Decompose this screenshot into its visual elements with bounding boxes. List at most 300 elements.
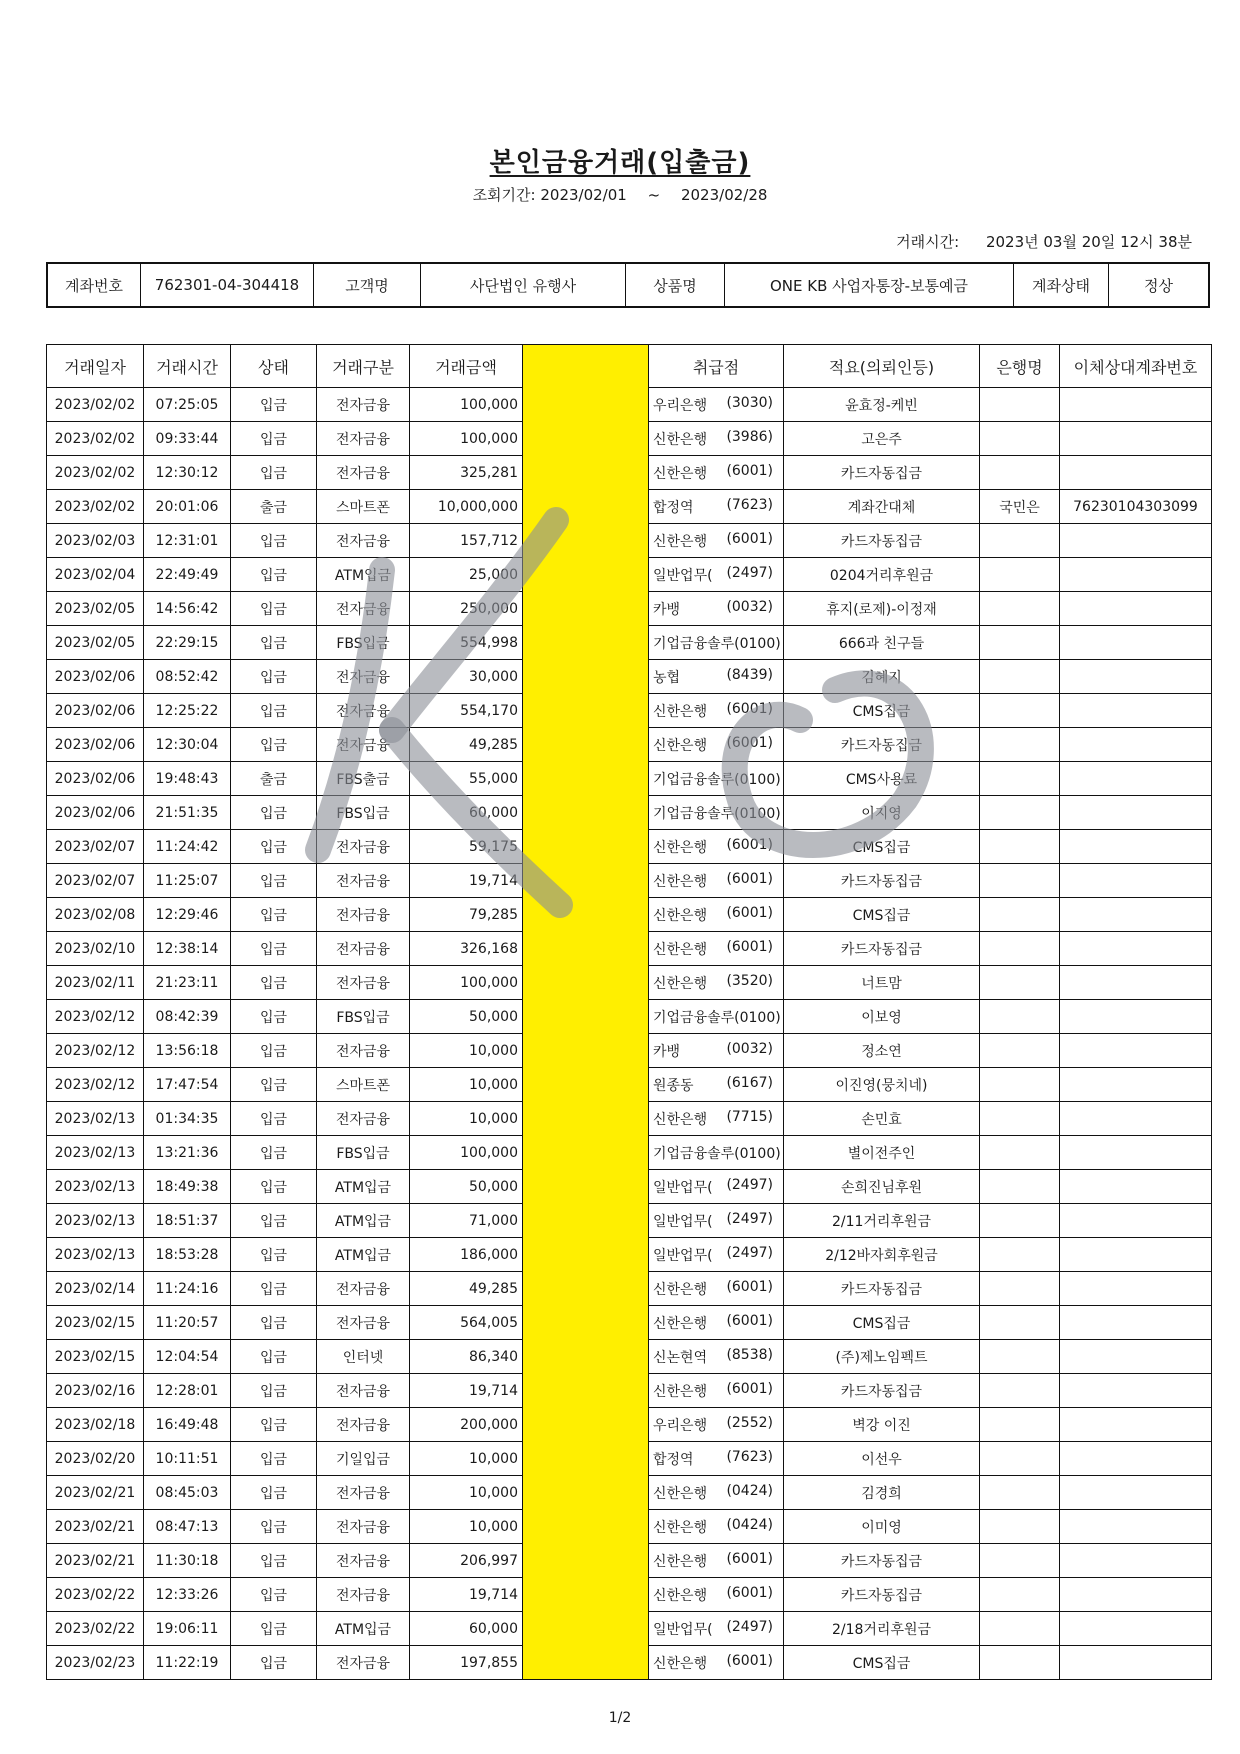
cell-bank xyxy=(980,1204,1060,1238)
cell-branch xyxy=(649,456,784,490)
cell-date: 2023/02/02 xyxy=(47,456,144,490)
branch-code: (2497) xyxy=(726,1176,773,1193)
cell-status: 입금 xyxy=(231,1510,317,1544)
cell-type: 전자금융 xyxy=(317,728,410,762)
cell-status: 입금 xyxy=(231,1170,317,1204)
branch-name: 농협 xyxy=(653,669,681,686)
redacted-cell xyxy=(523,830,649,864)
cell-type: ATM입금 xyxy=(317,558,410,592)
branch-name: 기업금융솔루(0100) xyxy=(653,805,781,822)
branch-code: (0032) xyxy=(726,1040,773,1057)
cell-counter-account xyxy=(1060,864,1212,898)
branch-name: 신한은행 xyxy=(653,703,708,720)
account-status: 정상 xyxy=(1109,263,1210,307)
cell-time: 11:22:19 xyxy=(144,1646,231,1680)
branch-code: (2497) xyxy=(726,1618,773,1635)
cell-type: 전자금융 xyxy=(317,932,410,966)
cell-counter-account xyxy=(1060,1374,1212,1408)
branch-name: 기업금융솔루(0100) xyxy=(653,1145,781,1162)
cell-counter-account xyxy=(1060,694,1212,728)
cell-bank xyxy=(980,1646,1060,1680)
cell-amount: 50,000 xyxy=(410,1000,523,1034)
cell-date: 2023/02/13 xyxy=(47,1102,144,1136)
redacted-cell xyxy=(523,1612,649,1646)
cell-time: 08:52:42 xyxy=(144,660,231,694)
cell-amount: 326,168 xyxy=(410,932,523,966)
cell-date: 2023/02/11 xyxy=(47,966,144,1000)
cell-type: 전자금융 xyxy=(317,1374,410,1408)
branch-code: (2497) xyxy=(726,1210,773,1227)
cell-type: 전자금융 xyxy=(317,1476,410,1510)
cell-time: 13:56:18 xyxy=(144,1034,231,1068)
table-row xyxy=(47,694,1212,728)
redacted-cell xyxy=(523,1544,649,1578)
cell-type: 전자금융 xyxy=(317,830,410,864)
cell-date: 2023/02/02 xyxy=(47,422,144,456)
cell-bank xyxy=(980,1102,1060,1136)
cell-status: 입금 xyxy=(231,966,317,1000)
cell-amount: 100,000 xyxy=(410,966,523,1000)
cell-type: 전자금융 xyxy=(317,1102,410,1136)
cell-bank xyxy=(980,1476,1060,1510)
cell-type: 전자금융 xyxy=(317,388,410,422)
cell-memo: 이미영 xyxy=(784,1510,980,1544)
cell-type: 전자금융 xyxy=(317,1034,410,1068)
branch-name: 신한은행 xyxy=(653,975,708,992)
cell-time: 19:48:43 xyxy=(144,762,231,796)
cell-date: 2023/02/05 xyxy=(47,592,144,626)
redacted-cell xyxy=(523,592,649,626)
table-row xyxy=(47,1136,1212,1170)
branch-code: (2497) xyxy=(726,1244,773,1261)
cell-time: 12:31:01 xyxy=(144,524,231,558)
cell-bank xyxy=(980,830,1060,864)
cell-bank xyxy=(980,1000,1060,1034)
cell-status: 입금 xyxy=(231,796,317,830)
redacted-cell xyxy=(523,1272,649,1306)
table-row xyxy=(47,1646,1212,1680)
cell-status: 입금 xyxy=(231,694,317,728)
query-period: 조회기간: 2023/02/01 ~ 2023/02/28 xyxy=(472,186,768,204)
cell-type: 전자금융 xyxy=(317,966,410,1000)
cell-date: 2023/02/22 xyxy=(47,1612,144,1646)
cell-time: 21:23:11 xyxy=(144,966,231,1000)
redacted-cell xyxy=(523,558,649,592)
cell-status: 입금 xyxy=(231,1238,317,1272)
cell-counter-account xyxy=(1060,456,1212,490)
cell-bank xyxy=(980,966,1060,1000)
cell-memo: 이지영 xyxy=(784,796,980,830)
cell-date: 2023/02/21 xyxy=(47,1476,144,1510)
table-row xyxy=(47,1442,1212,1476)
cell-date: 2023/02/22 xyxy=(47,1578,144,1612)
cell-counter-account xyxy=(1060,592,1212,626)
redacted-cell xyxy=(523,1306,649,1340)
redacted-cell xyxy=(523,1476,649,1510)
table-row xyxy=(47,830,1212,864)
cell-amount: 554,998 xyxy=(410,626,523,660)
cell-type: 인터넷 xyxy=(317,1340,410,1374)
cell-counter-account xyxy=(1060,1204,1212,1238)
cell-bank xyxy=(980,694,1060,728)
col-type: 거래구분 xyxy=(317,345,410,388)
redacted-cell xyxy=(523,1068,649,1102)
cell-amount: 10,000 xyxy=(410,1068,523,1102)
cell-memo: 카드자동집금 xyxy=(784,932,980,966)
cell-branch xyxy=(649,694,784,728)
cell-memo: 김혜지 xyxy=(784,660,980,694)
cell-branch xyxy=(649,1102,784,1136)
cell-status: 입금 xyxy=(231,1102,317,1136)
cell-branch xyxy=(649,1374,784,1408)
cell-memo: 너트맘 xyxy=(784,966,980,1000)
branch-code: (6001) xyxy=(726,1550,773,1567)
cell-memo: 손민효 xyxy=(784,1102,980,1136)
redacted-cell xyxy=(523,1646,649,1680)
cell-date: 2023/02/06 xyxy=(47,694,144,728)
redacted-cell xyxy=(523,660,649,694)
col-status: 상태 xyxy=(231,345,317,388)
cell-status: 입금 xyxy=(231,1408,317,1442)
cell-time: 07:25:05 xyxy=(144,388,231,422)
table-row xyxy=(47,898,1212,932)
cell-memo: 카드자동집금 xyxy=(784,1544,980,1578)
cell-time: 12:25:22 xyxy=(144,694,231,728)
cell-bank xyxy=(980,1408,1060,1442)
branch-code: (0032) xyxy=(726,598,773,615)
cell-memo: 이진영(뭉치네) xyxy=(784,1068,980,1102)
branch-name: 카뱅 xyxy=(653,1043,681,1060)
cell-branch xyxy=(649,524,784,558)
cell-date: 2023/02/14 xyxy=(47,1272,144,1306)
branch-code: (3030) xyxy=(726,394,773,411)
account-status-label: 계좌상태 xyxy=(1014,263,1109,307)
table-row xyxy=(47,1034,1212,1068)
col-branch: 취급점 xyxy=(649,345,784,388)
redacted-cell xyxy=(523,1000,649,1034)
cell-memo: 이보영 xyxy=(784,1000,980,1034)
table-row xyxy=(47,456,1212,490)
branch-name: 기업금융솔루(0100) xyxy=(653,1009,781,1026)
redacted-cell xyxy=(523,728,649,762)
cell-amount: 60,000 xyxy=(410,796,523,830)
cell-amount: 100,000 xyxy=(410,1136,523,1170)
cell-time: 11:24:42 xyxy=(144,830,231,864)
cell-bank xyxy=(980,1612,1060,1646)
cell-bank xyxy=(980,456,1060,490)
branch-code: (3986) xyxy=(726,428,773,445)
cell-type: 전자금융 xyxy=(317,898,410,932)
table-row xyxy=(47,1612,1212,1646)
cell-type: 전자금융 xyxy=(317,660,410,694)
cell-branch xyxy=(649,388,784,422)
cell-amount: 10,000 xyxy=(410,1510,523,1544)
cell-bank xyxy=(980,1170,1060,1204)
cell-date: 2023/02/06 xyxy=(47,728,144,762)
col-time: 거래시간 xyxy=(144,345,231,388)
cell-time: 08:45:03 xyxy=(144,1476,231,1510)
cell-branch xyxy=(649,830,784,864)
cell-counter-account xyxy=(1060,1272,1212,1306)
cell-memo: CMS집금 xyxy=(784,1646,980,1680)
table-row xyxy=(47,1272,1212,1306)
cell-amount: 19,714 xyxy=(410,1374,523,1408)
cell-type: 전자금융 xyxy=(317,1646,410,1680)
cell-status: 입금 xyxy=(231,1544,317,1578)
cell-status: 출금 xyxy=(231,762,317,796)
cell-amount: 10,000 xyxy=(410,1476,523,1510)
transaction-table xyxy=(46,344,1212,1680)
cell-amount: 50,000 xyxy=(410,1170,523,1204)
cell-date: 2023/02/15 xyxy=(47,1340,144,1374)
cell-bank xyxy=(980,762,1060,796)
table-row xyxy=(47,1306,1212,1340)
cell-date: 2023/02/08 xyxy=(47,898,144,932)
cell-counter-account xyxy=(1060,524,1212,558)
cell-type: FBS입금 xyxy=(317,1136,410,1170)
cell-bank xyxy=(980,592,1060,626)
cell-bank xyxy=(980,1272,1060,1306)
branch-name: 신한은행 xyxy=(653,1587,708,1604)
cell-amount: 100,000 xyxy=(410,422,523,456)
cell-counter-account xyxy=(1060,1340,1212,1374)
cell-counter-account xyxy=(1060,1102,1212,1136)
cell-time: 16:49:48 xyxy=(144,1408,231,1442)
cell-date: 2023/02/10 xyxy=(47,932,144,966)
cell-bank xyxy=(980,1068,1060,1102)
cell-bank xyxy=(980,1306,1060,1340)
table-row xyxy=(47,1170,1212,1204)
customer-name: 사단법인 유행사 xyxy=(421,263,626,307)
cell-branch xyxy=(649,1170,784,1204)
cell-amount: 206,997 xyxy=(410,1544,523,1578)
cell-type: FBS입금 xyxy=(317,796,410,830)
cell-branch xyxy=(649,1510,784,1544)
branch-name: 신한은행 xyxy=(653,1485,708,1502)
cell-type: ATM입금 xyxy=(317,1612,410,1646)
cell-bank xyxy=(980,524,1060,558)
cell-amount: 250,000 xyxy=(410,592,523,626)
cell-memo: 2/11거리후원금 xyxy=(784,1204,980,1238)
cell-date: 2023/02/16 xyxy=(47,1374,144,1408)
cell-type: FBS출금 xyxy=(317,762,410,796)
table-row xyxy=(47,1340,1212,1374)
redacted-cell xyxy=(523,1510,649,1544)
table-row xyxy=(47,728,1212,762)
table-row xyxy=(47,1102,1212,1136)
cell-date: 2023/02/13 xyxy=(47,1238,144,1272)
redacted-cell xyxy=(523,388,649,422)
cell-bank xyxy=(980,660,1060,694)
cell-branch xyxy=(649,1238,784,1272)
cell-counter-account xyxy=(1060,1510,1212,1544)
cell-amount: 49,285 xyxy=(410,728,523,762)
table-row xyxy=(47,626,1212,660)
cell-time: 11:20:57 xyxy=(144,1306,231,1340)
cell-counter-account xyxy=(1060,1136,1212,1170)
cell-amount: 25,000 xyxy=(410,558,523,592)
redacted-cell xyxy=(523,456,649,490)
cell-time: 12:33:26 xyxy=(144,1578,231,1612)
col-amount: 거래금액 xyxy=(410,345,523,388)
cell-status: 입금 xyxy=(231,388,317,422)
branch-code: (2552) xyxy=(726,1414,773,1431)
branch-name: 신한은행 xyxy=(653,1383,708,1400)
cell-amount: 554,170 xyxy=(410,694,523,728)
cell-counter-account xyxy=(1060,966,1212,1000)
cell-memo: (주)제노임펙트 xyxy=(784,1340,980,1374)
cell-status: 입금 xyxy=(231,1646,317,1680)
cell-time: 12:38:14 xyxy=(144,932,231,966)
cell-branch xyxy=(649,626,784,660)
cell-memo: 0204거리후원금 xyxy=(784,558,980,592)
account-info-table xyxy=(46,262,1210,308)
cell-amount: 10,000 xyxy=(410,1442,523,1476)
cell-counter-account xyxy=(1060,1170,1212,1204)
cell-counter-account xyxy=(1060,626,1212,660)
cell-bank xyxy=(980,1510,1060,1544)
redacted-cell xyxy=(523,898,649,932)
branch-code: (0424) xyxy=(726,1482,773,1499)
table-row xyxy=(47,524,1212,558)
cell-amount: 79,285 xyxy=(410,898,523,932)
table-row xyxy=(47,1204,1212,1238)
cell-time: 10:11:51 xyxy=(144,1442,231,1476)
cell-status: 입금 xyxy=(231,558,317,592)
cell-amount: 157,712 xyxy=(410,524,523,558)
branch-name: 신논현역 xyxy=(653,1349,708,1366)
cell-time: 11:25:07 xyxy=(144,864,231,898)
cell-memo: CMS집금 xyxy=(784,830,980,864)
branch-name: 신한은행 xyxy=(653,431,708,448)
cell-time: 12:28:01 xyxy=(144,1374,231,1408)
cell-time: 01:34:35 xyxy=(144,1102,231,1136)
table-header-row xyxy=(47,345,1212,388)
cell-branch xyxy=(649,660,784,694)
branch-name: 신한은행 xyxy=(653,873,708,890)
branch-name: 신한은행 xyxy=(653,1553,708,1570)
table-row xyxy=(47,1238,1212,1272)
branch-name: 신한은행 xyxy=(653,941,708,958)
branch-code: (2497) xyxy=(726,564,773,581)
redacted-cell xyxy=(523,762,649,796)
cell-time: 08:42:39 xyxy=(144,1000,231,1034)
cell-date: 2023/02/13 xyxy=(47,1204,144,1238)
cell-branch xyxy=(649,1442,784,1476)
branch-name: 신한은행 xyxy=(653,907,708,924)
cell-counter-account xyxy=(1060,1408,1212,1442)
branch-name: 기업금융솔루(0100) xyxy=(653,771,781,788)
branch-name: 카뱅 xyxy=(653,601,681,618)
table-row xyxy=(47,762,1212,796)
cell-memo: 카드자동집금 xyxy=(784,864,980,898)
cell-status: 입금 xyxy=(231,1068,317,1102)
redacted-cell xyxy=(523,694,649,728)
cell-time: 12:29:46 xyxy=(144,898,231,932)
table-row xyxy=(47,558,1212,592)
cell-branch xyxy=(649,932,784,966)
cell-branch xyxy=(649,1204,784,1238)
cell-time: 19:06:11 xyxy=(144,1612,231,1646)
cell-counter-account xyxy=(1060,796,1212,830)
cell-bank xyxy=(980,1034,1060,1068)
cell-amount: 19,714 xyxy=(410,1578,523,1612)
cell-amount: 564,005 xyxy=(410,1306,523,1340)
account-number-label: 계좌번호 xyxy=(47,263,141,307)
cell-status: 입금 xyxy=(231,1578,317,1612)
cell-amount: 10,000,000 xyxy=(410,490,523,524)
cell-memo: 2/12바자회후원금 xyxy=(784,1238,980,1272)
customer-label: 고객명 xyxy=(314,263,421,307)
redacted-cell xyxy=(523,864,649,898)
cell-counter-account xyxy=(1060,1000,1212,1034)
cell-date: 2023/02/06 xyxy=(47,660,144,694)
cell-memo: CMS집금 xyxy=(784,694,980,728)
cell-time: 21:51:35 xyxy=(144,796,231,830)
redacted-cell xyxy=(523,796,649,830)
branch-code: (6001) xyxy=(726,870,773,887)
redacted-cell xyxy=(523,966,649,1000)
branch-name: 신한은행 xyxy=(653,1519,708,1536)
cell-amount: 86,340 xyxy=(410,1340,523,1374)
cell-amount: 19,714 xyxy=(410,864,523,898)
table-row xyxy=(47,864,1212,898)
cell-time: 08:47:13 xyxy=(144,1510,231,1544)
cell-memo: 휴지(로제)-이정재 xyxy=(784,592,980,626)
col-date: 거래일자 xyxy=(47,345,144,388)
cell-memo: 이선우 xyxy=(784,1442,980,1476)
redacted-cell xyxy=(523,1034,649,1068)
redacted-cell xyxy=(523,1442,649,1476)
cell-date: 2023/02/07 xyxy=(47,864,144,898)
cell-status: 입금 xyxy=(231,1306,317,1340)
branch-name: 일반업무( xyxy=(653,1213,713,1230)
cell-branch xyxy=(649,1578,784,1612)
redacted-cell xyxy=(523,932,649,966)
col-bank: 은행명 xyxy=(980,345,1060,388)
cell-status: 입금 xyxy=(231,456,317,490)
cell-date: 2023/02/23 xyxy=(47,1646,144,1680)
document-title: 본인금융거래(입출금) xyxy=(489,148,751,178)
cell-counter-account xyxy=(1060,558,1212,592)
cell-status: 입금 xyxy=(231,898,317,932)
col-counter-account: 이체상대계좌번호 xyxy=(1060,345,1212,388)
branch-name: 기업금융솔루(0100) xyxy=(653,635,781,652)
table-row xyxy=(47,490,1212,524)
cell-time: 13:21:36 xyxy=(144,1136,231,1170)
cell-memo: 카드자동집금 xyxy=(784,1272,980,1306)
cell-time: 14:56:42 xyxy=(144,592,231,626)
cell-status: 입금 xyxy=(231,864,317,898)
cell-bank xyxy=(980,1578,1060,1612)
cell-branch xyxy=(649,1034,784,1068)
branch-name: 일반업무( xyxy=(653,567,713,584)
cell-status: 입금 xyxy=(231,932,317,966)
branch-code: (6167) xyxy=(726,1074,773,1091)
cell-branch xyxy=(649,1646,784,1680)
cell-branch xyxy=(649,592,784,626)
cell-status: 입금 xyxy=(231,1000,317,1034)
cell-branch xyxy=(649,1476,784,1510)
cell-counter-account xyxy=(1060,1306,1212,1340)
table-row xyxy=(47,388,1212,422)
cell-time: 12:04:54 xyxy=(144,1340,231,1374)
cell-branch xyxy=(649,1408,784,1442)
cell-amount: 30,000 xyxy=(410,660,523,694)
cell-time: 11:30:18 xyxy=(144,1544,231,1578)
branch-code: (6001) xyxy=(726,1584,773,1601)
branch-code: (6001) xyxy=(726,1278,773,1295)
